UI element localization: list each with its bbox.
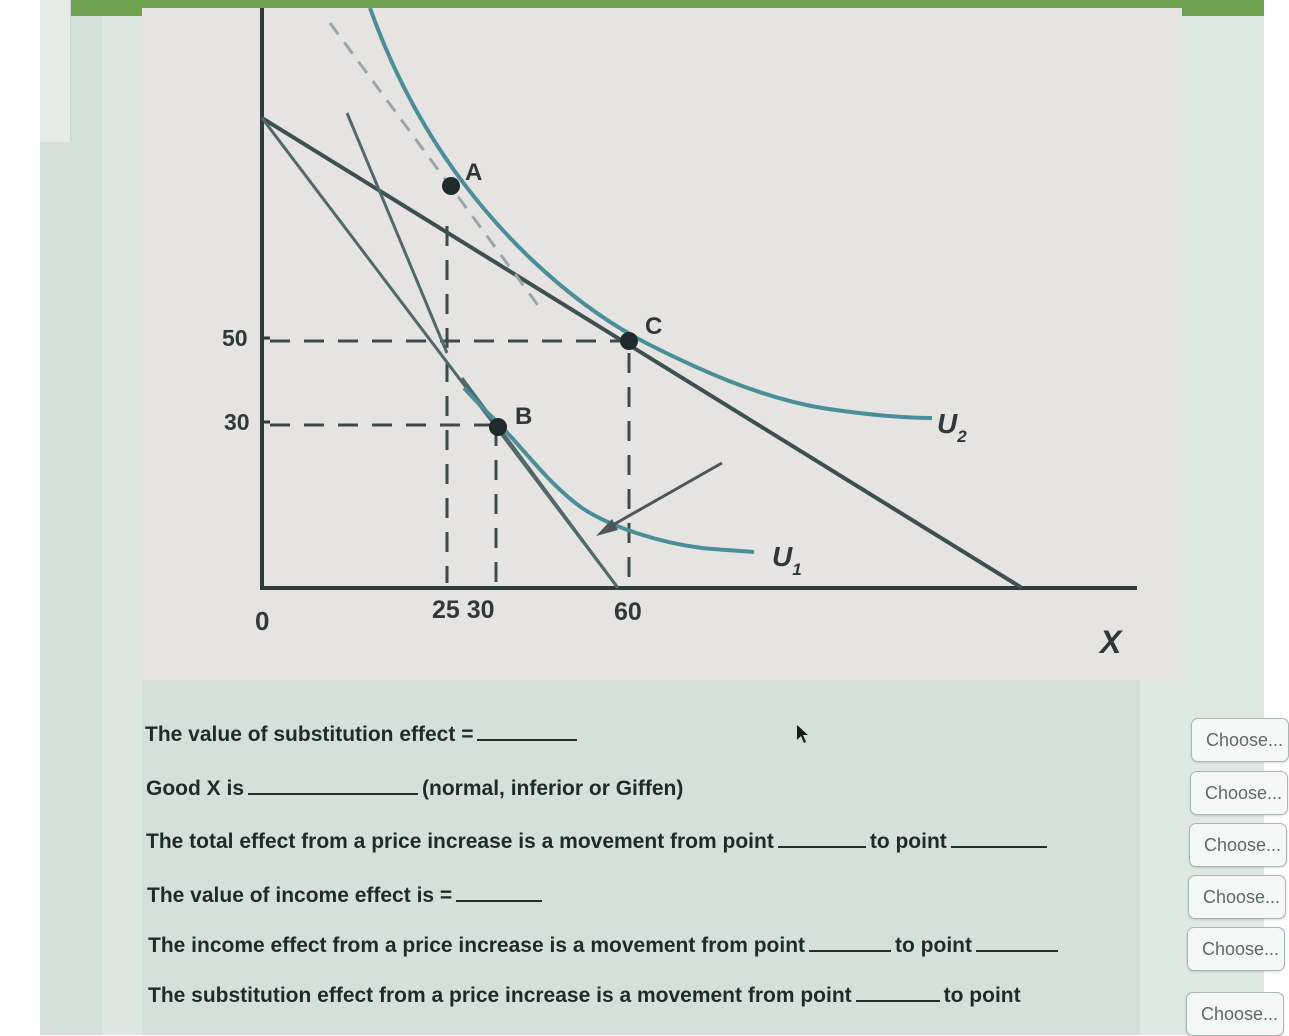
y-tick-label-30: 30 bbox=[224, 409, 250, 435]
point-c-label: C bbox=[645, 313, 663, 340]
graph-svg bbox=[142, 8, 1182, 680]
point-c-marker bbox=[620, 332, 638, 350]
curve-u1-subscript: 1 bbox=[792, 560, 802, 579]
left-margin-strip bbox=[102, 16, 142, 1035]
question-good-type bbox=[146, 777, 683, 801]
question-income-value bbox=[147, 884, 546, 908]
curve-u2-subscript: 2 bbox=[957, 427, 967, 446]
x-axis-label: X bbox=[1100, 624, 1122, 660]
answer-blank-3b bbox=[951, 845, 1047, 848]
point-b-marker bbox=[489, 418, 507, 436]
question-6-text: The substitution effect from a price increase is a movement from point bbox=[148, 984, 852, 1007]
answer-blank-5b bbox=[976, 949, 1058, 952]
question-5-mid: to point bbox=[895, 934, 972, 957]
question-substitution-value bbox=[145, 723, 581, 747]
x-tick-label-0: 0 bbox=[255, 606, 270, 636]
question-total-effect bbox=[146, 830, 1051, 854]
question-2-text: Good X is bbox=[146, 777, 245, 800]
question-5-text: The income effect from a price increase is a movement from point bbox=[148, 934, 806, 957]
answer-blank-4 bbox=[456, 899, 542, 902]
budget-line-original bbox=[262, 118, 1022, 588]
answer-dropdown-2[interactable]: Choose... bbox=[1190, 771, 1288, 815]
answer-dropdown-6[interactable]: Choose... bbox=[1186, 992, 1284, 1036]
answer-dropdown-1[interactable]: Choose... bbox=[1191, 718, 1289, 762]
curve-u1-label bbox=[772, 541, 802, 579]
answer-blank-6a bbox=[856, 999, 940, 1002]
x-tick-label-60: 60 bbox=[614, 598, 642, 626]
screenshot-photo bbox=[40, 0, 1284, 1035]
question-1-text: The value of substitution effect = bbox=[145, 723, 474, 746]
answer-blank-2 bbox=[248, 792, 418, 795]
question-4-text: The value of income effect is = bbox=[147, 884, 453, 907]
question-6-mid: to point bbox=[943, 984, 1021, 1007]
y-tick-label-50: 50 bbox=[222, 325, 248, 351]
question-substitution-effect bbox=[148, 984, 1021, 1008]
curve-u1-letter: U bbox=[772, 541, 793, 572]
faint-dashed-line bbox=[330, 23, 540, 308]
answer-blank-3a bbox=[778, 845, 866, 848]
answer-dropdown-4[interactable]: Choose... bbox=[1188, 875, 1286, 919]
answer-blank-5a bbox=[809, 949, 891, 952]
question-2-options: (normal, inferior or Giffen) bbox=[422, 777, 684, 800]
curve-u2-label bbox=[937, 408, 967, 446]
answer-dropdown-3[interactable]: Choose... bbox=[1189, 823, 1287, 867]
left-side-panel bbox=[40, 0, 71, 142]
indifference-curve-graph bbox=[142, 8, 1182, 680]
question-income-effect bbox=[148, 934, 1062, 958]
point-b-label: B bbox=[515, 403, 533, 430]
point-a-label: A bbox=[465, 159, 483, 186]
answer-dropdown-5[interactable]: Choose... bbox=[1187, 927, 1285, 971]
question-3-text: The total effect from a price increase is a movement from point bbox=[146, 830, 774, 853]
mouse-cursor-icon bbox=[796, 724, 810, 744]
curve-u2-letter: U bbox=[937, 408, 958, 439]
x-tick-label-25-30: 25 30 bbox=[432, 596, 495, 624]
shift-arrow-shaft bbox=[604, 463, 722, 530]
question-3-mid: to point bbox=[869, 830, 947, 853]
point-a-marker bbox=[442, 177, 460, 195]
answer-blank-1 bbox=[477, 738, 577, 741]
budget-line-compensated bbox=[347, 113, 447, 353]
